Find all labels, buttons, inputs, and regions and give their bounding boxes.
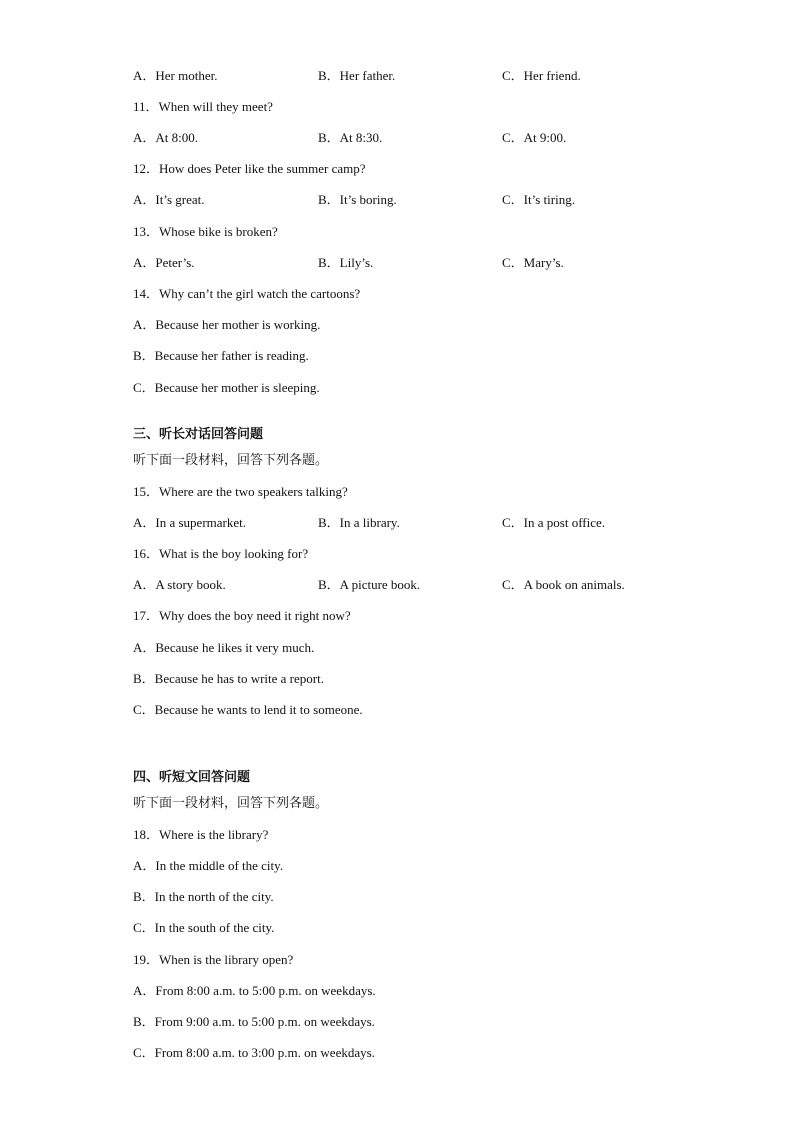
q15-option-a: A．In a supermarket.	[133, 515, 246, 530]
q19-option-c: C．From 8:00 a.m. to 3:00 p.m. on weekdays.	[133, 1045, 375, 1060]
q15-option-b: B．In a library.	[318, 515, 400, 530]
q17-option-c: C．Because he wants to lend it to someone.	[133, 702, 363, 717]
q14-option-a: A．Because her mother is working.	[133, 317, 321, 332]
q19-option-a: A．From 8:00 a.m. to 5:00 p.m. on weekdays.	[133, 983, 376, 998]
section-4-heading: 四、听短文回答问题	[133, 770, 251, 785]
q12-option-c: C．It’s tiring.	[502, 192, 575, 207]
q16-question: 16．What is the boy looking for?	[133, 546, 309, 561]
q10-option-b: B．Her father.	[318, 68, 396, 83]
q18-option-b: B．In the north of the city.	[133, 889, 274, 904]
q18-question: 18．Where is the library?	[133, 827, 269, 842]
q11-question: 11．When will they meet?	[133, 99, 273, 114]
q11-option-b: B．At 8:30.	[318, 130, 383, 145]
q13-option-a: A．Peter’s.	[133, 255, 195, 270]
section-3-instruction: 听下面一段材料，回答下列各题。	[133, 453, 329, 468]
q16-option-c: C．A book on animals.	[502, 577, 625, 592]
q14-option-b: B．Because her father is reading.	[133, 348, 309, 363]
q17-option-b: B．Because he has to write a report.	[133, 671, 324, 686]
q13-question: 13．Whose bike is broken?	[133, 224, 278, 239]
q12-option-a: A．It’s great.	[133, 192, 205, 207]
q13-option-b: B．Lily’s.	[318, 255, 374, 270]
q12-question: 12．How does Peter like the summer camp?	[133, 161, 366, 176]
section-4-instruction: 听下面一段材料，回答下列各题。	[133, 796, 329, 811]
q15-option-c: C．In a post office.	[502, 515, 606, 530]
q12-option-b: B．It’s boring.	[318, 192, 397, 207]
q10-option-c: C．Her friend.	[502, 68, 581, 83]
q18-option-a: A．In the middle of the city.	[133, 858, 284, 873]
section-3-heading: 三、听长对话回答问题	[133, 427, 264, 442]
q19-option-b: B．From 9:00 a.m. to 5:00 p.m. on weekdays.	[133, 1014, 375, 1029]
q13-option-c: C．Mary’s.	[502, 255, 564, 270]
q17-question: 17．Why does the boy need it right now?	[133, 608, 351, 623]
q18-option-c: C．In the south of the city.	[133, 920, 275, 935]
q19-question: 19．When is the library open?	[133, 952, 294, 967]
q10-option-a: A．Her mother.	[133, 68, 218, 83]
q14-option-c: C．Because her mother is sleeping.	[133, 380, 320, 395]
q11-option-a: A．At 8:00.	[133, 130, 199, 145]
q16-option-b: B．A picture book.	[318, 577, 421, 592]
q11-option-c: C．At 9:00.	[502, 130, 567, 145]
q17-option-a: A．Because he likes it very much.	[133, 640, 315, 655]
q14-question: 14．Why can’t the girl watch the cartoons?	[133, 286, 361, 301]
q15-question: 15．Where are the two speakers talking?	[133, 484, 348, 499]
q16-option-a: A．A story book.	[133, 577, 226, 592]
